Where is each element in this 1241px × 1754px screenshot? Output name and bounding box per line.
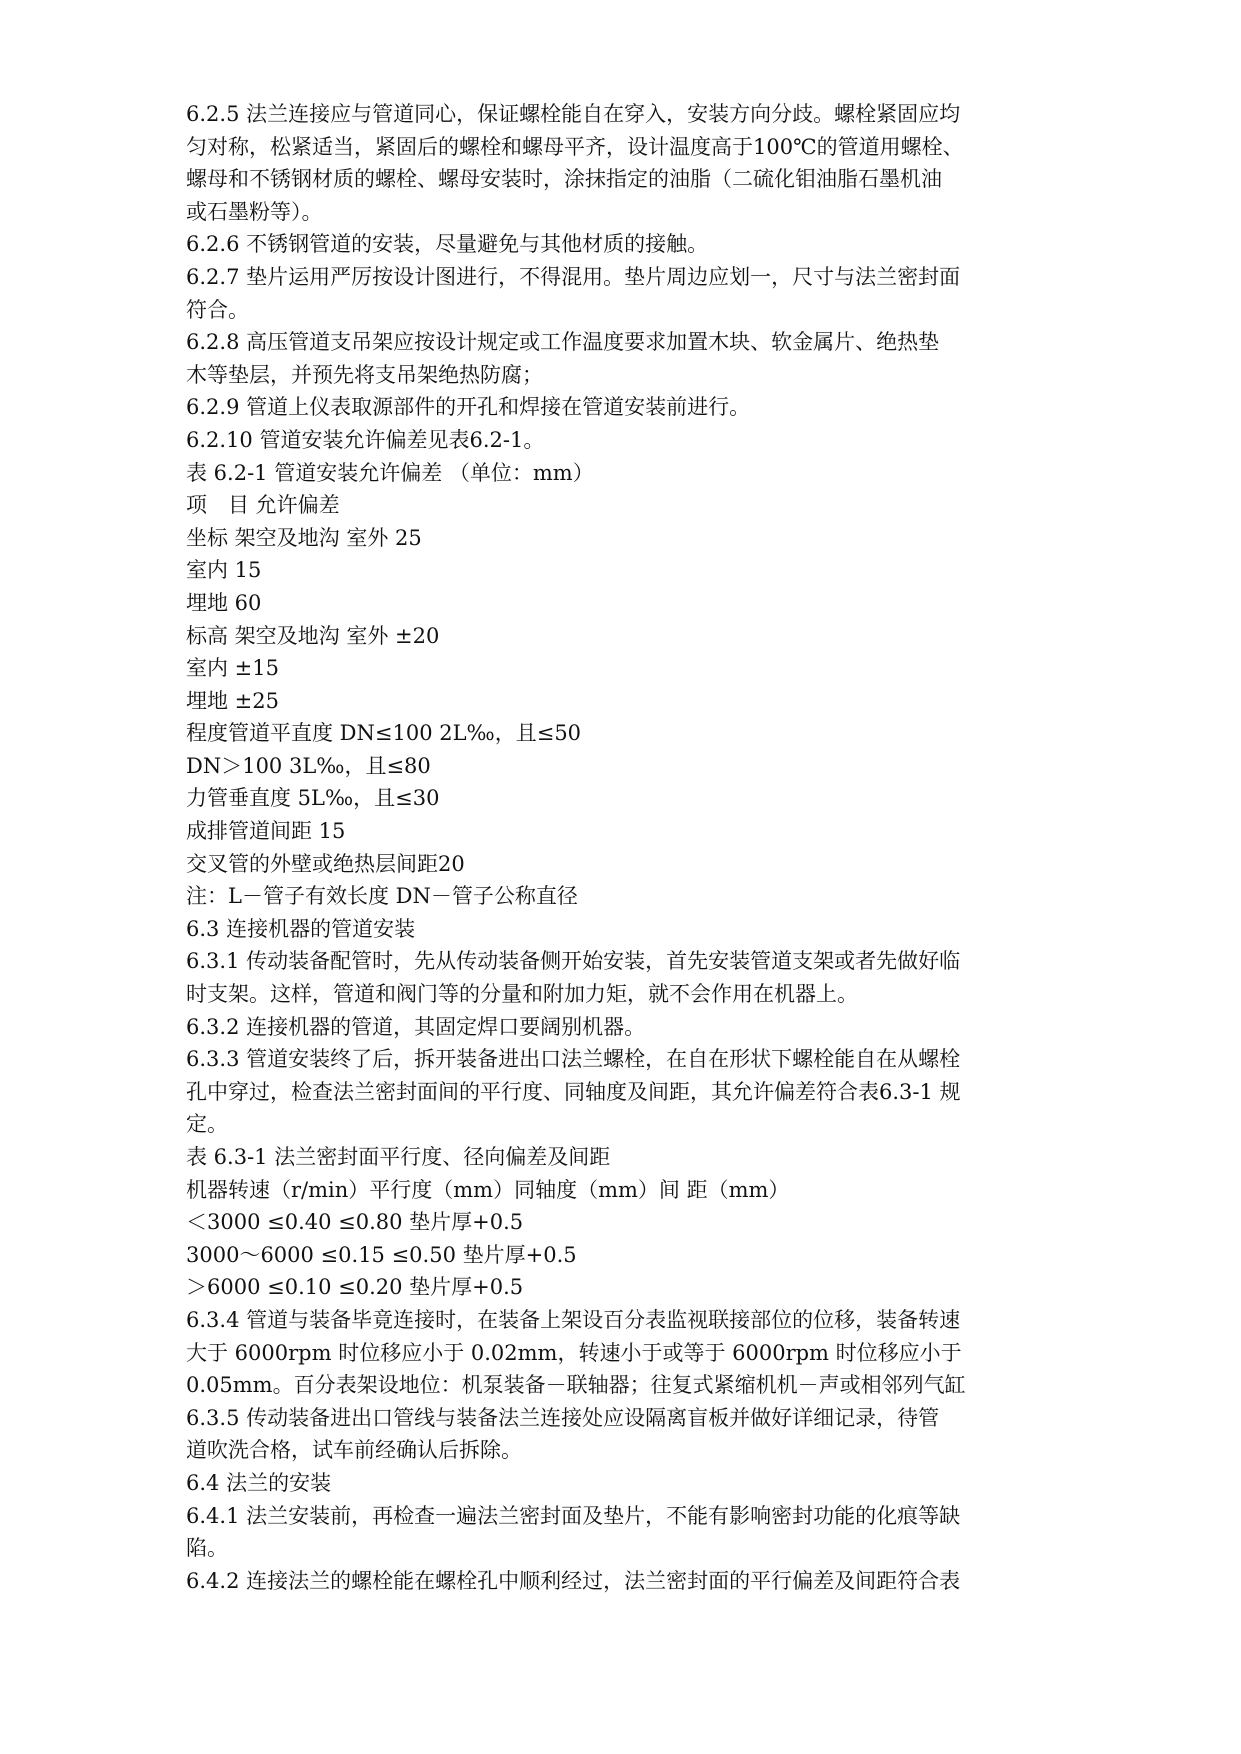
text-line: 6.2.6 不锈钢管道的安装，尽量避免与其他材质的接触。 [186, 232, 709, 257]
text-line: 陷。 [186, 1536, 228, 1561]
text-line: 0.05mm。百分表架设地位：机泵装备－联轴器；往复式紧缩机机－声或相邻列气缸 [186, 1373, 966, 1398]
text-line: 室内 15 [186, 558, 262, 583]
text-line: 成排管道间距 15 [186, 819, 346, 844]
text-line: 6.3.1 传动装备配管时，先从传动装备侧开始安装，首先安装管道支架或者先做好临 [186, 949, 961, 974]
text-line: 6.3.4 管道与装备毕竟连接时，在装备上架设百分表监视联接部位的位移，装备转速 [186, 1307, 961, 1332]
text-line: 程度管道平直度 DN≤100 2L‰，且≤50 [186, 721, 582, 746]
document-page [186, 98, 1066, 1597]
text-line: 坐标 架空及地沟 室外 25 [186, 525, 422, 550]
text-line: 大于 6000rpm 时位移应小于 0.02mm，转速小于或等于 6000rpm 时位移应小于 [186, 1340, 962, 1365]
text-line: ＞6000 ≤0.10 ≤0.20 垫片厚+0.5 [186, 1275, 524, 1300]
text-line: 木等垫层，并预先将支吊架绝热防腐； [186, 362, 543, 387]
text-line: 6.3.3 管道安装终了后，拆开装备进出口法兰螺栓，在自在形状下螺栓能自在从螺栓 [186, 1047, 961, 1072]
text-line: 符合。 [186, 297, 249, 322]
text-line: 6.3.2 连接机器的管道，其固定焊口要阔别机器。 [186, 1014, 646, 1039]
text-line: 定。 [186, 1112, 228, 1137]
text-line: 表 6.2-1 管道安装允许偏差 （单位：mm） [186, 460, 594, 485]
text-line: 3000～6000 ≤0.15 ≤0.50 垫片厚+0.5 [186, 1242, 577, 1267]
text-line: 表 6.3-1 法兰密封面平行度、径向偏差及间距 [186, 1145, 611, 1169]
text-line: 6.2.7 垫片运用严厉按设计图进行，不得混用。垫片周边应划一，尺寸与法兰密封面 [186, 264, 961, 289]
text-line: 6.3.5 传动装备进出口管线与装备法兰连接处应设隔离盲板并做好详细记录，待管 [186, 1405, 940, 1430]
text-line: 室内 ±15 [186, 656, 279, 681]
text-line: 6.4 法兰的安装 [186, 1470, 332, 1495]
text-line: 时支架。这样，管道和阀门等的分量和附加力矩，就不会作用在机器上。 [186, 982, 858, 1007]
text-line: 6.2.9 管道上仪表取源部件的开孔和焊接在管道安装前进行。 [186, 395, 751, 420]
text-line: 或石墨粉等）。 [186, 199, 323, 224]
text-line: 匀对称，松紧适当，紧固后的螺栓和螺母平齐，设计温度高于100℃的管道用螺栓、 [186, 134, 964, 159]
text-line: 交叉管的外壁或绝热层间距20 [186, 851, 465, 876]
text-line: 机器转速（r/min）平行度（mm）同轴度（mm）间 距（mm） [186, 1177, 790, 1202]
text-line: 6.2.10 管道安装允许偏差见表6.2-1。 [186, 427, 545, 452]
text-line: 埋地 ±25 [186, 688, 279, 713]
text-line: 道吹洗合格，试车前经确认后拆除。 [186, 1438, 522, 1463]
text-line: 6.2.5 法兰连接应与管道同心，保证螺栓能自在穿入，安装方向分歧。螺栓紧固应均 [186, 102, 961, 126]
text-line: 螺母和不锈钢材质的螺栓、螺母安装时，涂抹指定的油脂（二硫化钼油脂石墨机油 [186, 167, 942, 192]
text-line: 6.4.1 法兰安装前，再检查一遍法兰密封面及垫片，不能有影响密封功能的化痕等缺 [186, 1503, 961, 1528]
text-line: ＜3000 ≤0.40 ≤0.80 垫片厚+0.5 [186, 1210, 524, 1235]
text-line: 埋地 60 [186, 590, 262, 615]
text-line: 6.2.8 高压管道支吊架应按设计规定或工作温度要求加置木块、软金属片、绝热垫 [186, 330, 940, 355]
text-line: 孔中穿过，检查法兰密封面间的平行度、同轴度及间距，其允许偏差符合表6.3-1 规 [186, 1079, 961, 1104]
text-line: 项 目 允许偏差 [186, 493, 340, 518]
text-line: DN＞100 3L‰，且≤80 [186, 753, 431, 778]
text-line: 力管垂直度 5L‰，且≤30 [186, 786, 440, 811]
text-line: 6.4.2 连接法兰的螺栓能在螺栓孔中顺利经过，法兰密封面的平行偏差及间距符合表 [186, 1568, 961, 1593]
text-line: 注：L－管子有效长度 DN－管子公称直径 [186, 884, 578, 909]
text-line: 标高 架空及地沟 室外 ±20 [186, 623, 440, 648]
text-line: 6.3 连接机器的管道安装 [186, 916, 416, 941]
